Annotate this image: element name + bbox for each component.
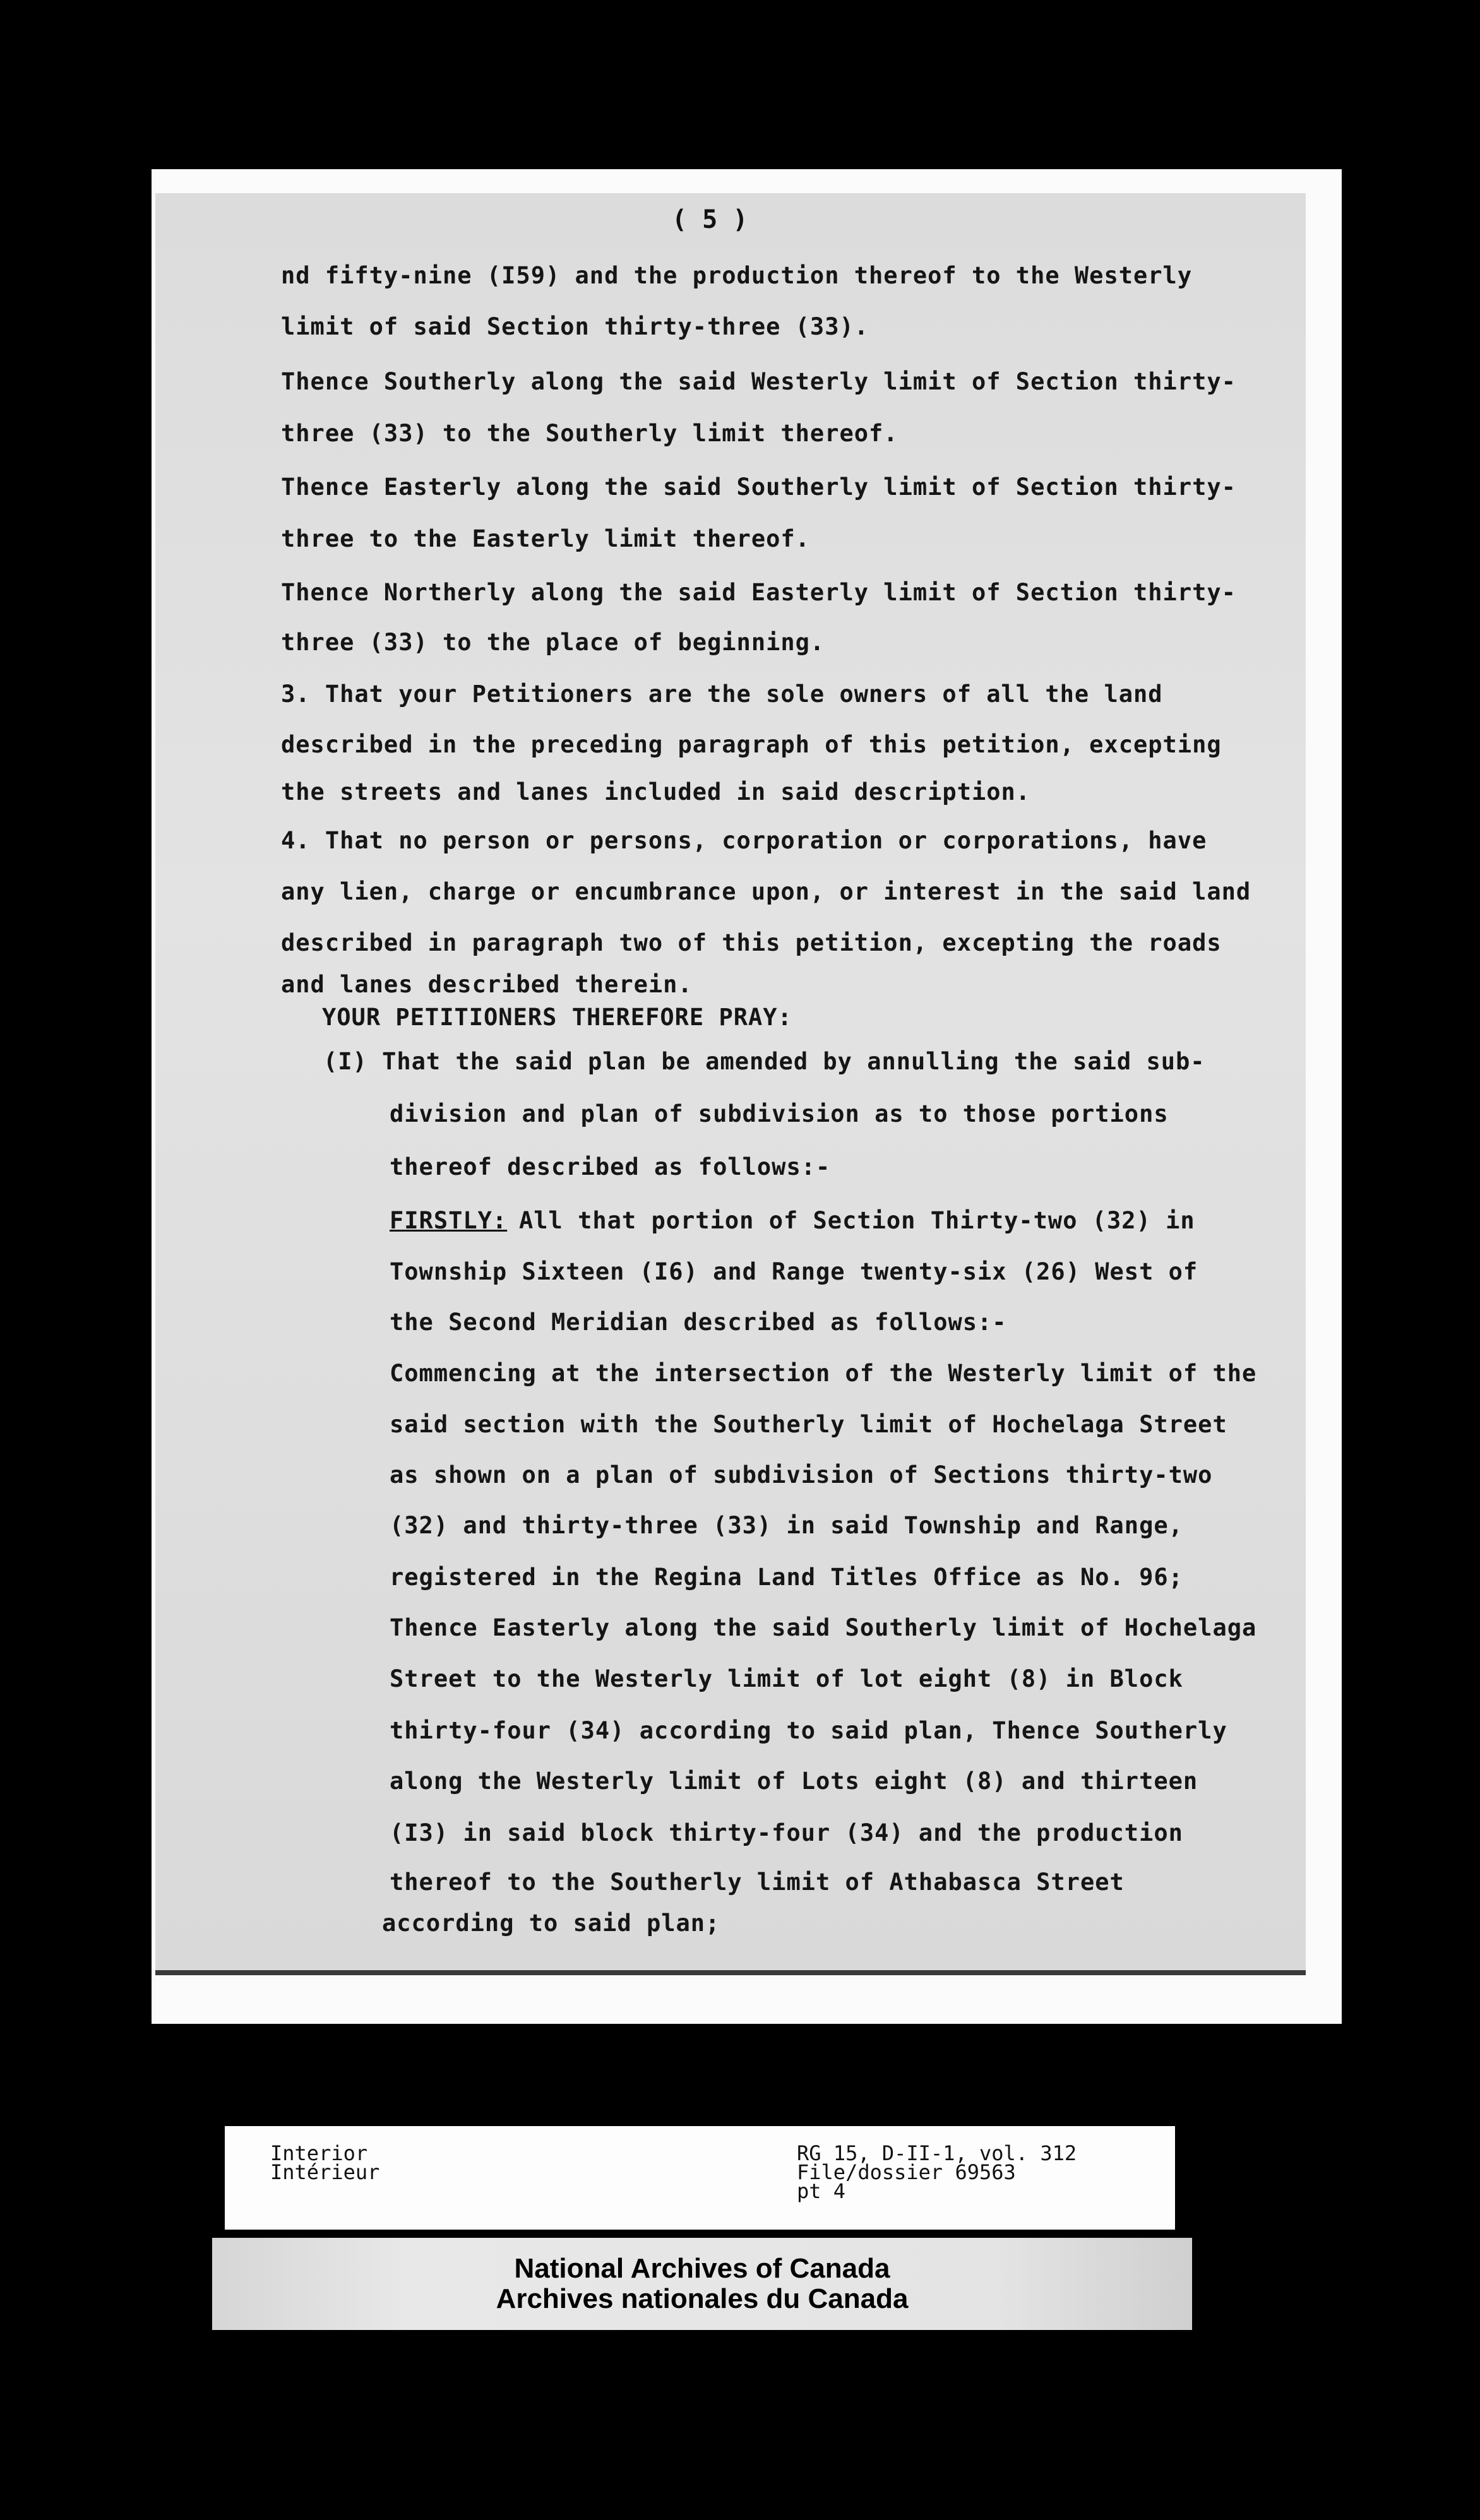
archives-banner <box>212 2238 1192 2330</box>
text-line: three (33) to the Southerly limit thereof. <box>281 420 898 447</box>
reference-line-1: RG 15, D-II-1, vol. 312 <box>797 2141 1077 2165</box>
section-heading: YOUR PETITIONERS THEREFORE PRAY: <box>322 1004 792 1031</box>
text-line: Street to the Westerly limit of lot eight (8) in Block <box>390 1665 1183 1692</box>
text-line: Thence Easterly along the said Southerly limit of Hochelaga <box>390 1614 1257 1641</box>
text-line: as shown on a plan of subdivision of Sections thirty-two <box>390 1461 1213 1489</box>
text-line: 3. That your Petitioners are the sole owners of all the land <box>281 681 1163 708</box>
text-line: the Second Meridian described as follows:- <box>390 1309 1007 1336</box>
text-line: division and plan of subdivision as to those portions <box>390 1100 1169 1127</box>
text-line: (I) That the said plan be amended by annulling the said sub- <box>323 1048 1205 1075</box>
text-line: (I3) in said block thirty-four (34) and the production <box>390 1819 1183 1846</box>
text-line: limit of said Section thirty-three (33). <box>281 313 869 340</box>
text-line: thereof to the Southerly limit of Athabasca Street <box>390 1869 1125 1896</box>
text-line: All that portion of Section Thirty-two (32) in <box>519 1207 1195 1234</box>
text-line: Commencing at the intersection of the Westerly limit of the <box>390 1360 1257 1387</box>
text-line: along the Westerly limit of Lots eight (8) and thirteen <box>390 1768 1198 1795</box>
page-number: ( 5 ) <box>672 205 748 234</box>
text-line: said section with the Southerly limit of Hochelaga Street <box>390 1411 1227 1438</box>
text-line: Thence Southerly along the said Westerly limit of Section thirty- <box>281 368 1236 395</box>
dept-french: Intérieur <box>270 2160 380 2184</box>
text-line: thirty-four (34) according to said plan, Thence Southerly <box>390 1717 1227 1744</box>
archives-name-english: National Archives of Canada <box>514 2253 890 2284</box>
reference-line-3: pt 4 <box>797 2179 846 2203</box>
text-line: (32) and thirty-three (33) in said Township and Range, <box>390 1512 1183 1539</box>
text-line: three to the Easterly limit thereof. <box>281 525 810 552</box>
text-line: according to said plan; <box>382 1910 720 1937</box>
text-line: described in the preceding paragraph of this petition, excepting <box>281 731 1222 758</box>
text-line: and lanes described therein. <box>281 971 693 998</box>
archives-name-french: Archives nationales du Canada <box>496 2283 909 2314</box>
text-line: any lien, charge or encumbrance upon, or interest in the said land <box>281 878 1251 905</box>
reference-line-2: File/dossier 69563 <box>797 2160 1016 2184</box>
text-line: thereof described as follows:- <box>390 1153 831 1180</box>
text-line: 4. That no person or persons, corporation or corporations, have <box>281 827 1207 854</box>
text-line: Township Sixteen (I6) and Range twenty-six (26) West of <box>390 1258 1198 1285</box>
text-line: Thence Easterly along the said Southerly limit of Section thirty- <box>281 473 1236 501</box>
text-line: registered in the Regina Land Titles Office as No. 96; <box>390 1564 1183 1591</box>
text-line: nd fifty-nine (I59) and the production thereof to the Westerly <box>281 262 1193 289</box>
dept-english: Interior <box>270 2141 368 2165</box>
text-line: described in paragraph two of this petition, excepting the roads <box>281 929 1222 956</box>
archive-reference-label <box>225 2126 1175 2230</box>
text-line: Thence Northerly along the said Easterly limit of Section thirty- <box>281 579 1236 606</box>
text-line: three (33) to the place of beginning. <box>281 629 825 656</box>
document-page <box>155 193 1306 1975</box>
text-line: the streets and lanes included in said description. <box>281 778 1031 805</box>
firstly-label: FIRSTLY: <box>390 1207 508 1234</box>
